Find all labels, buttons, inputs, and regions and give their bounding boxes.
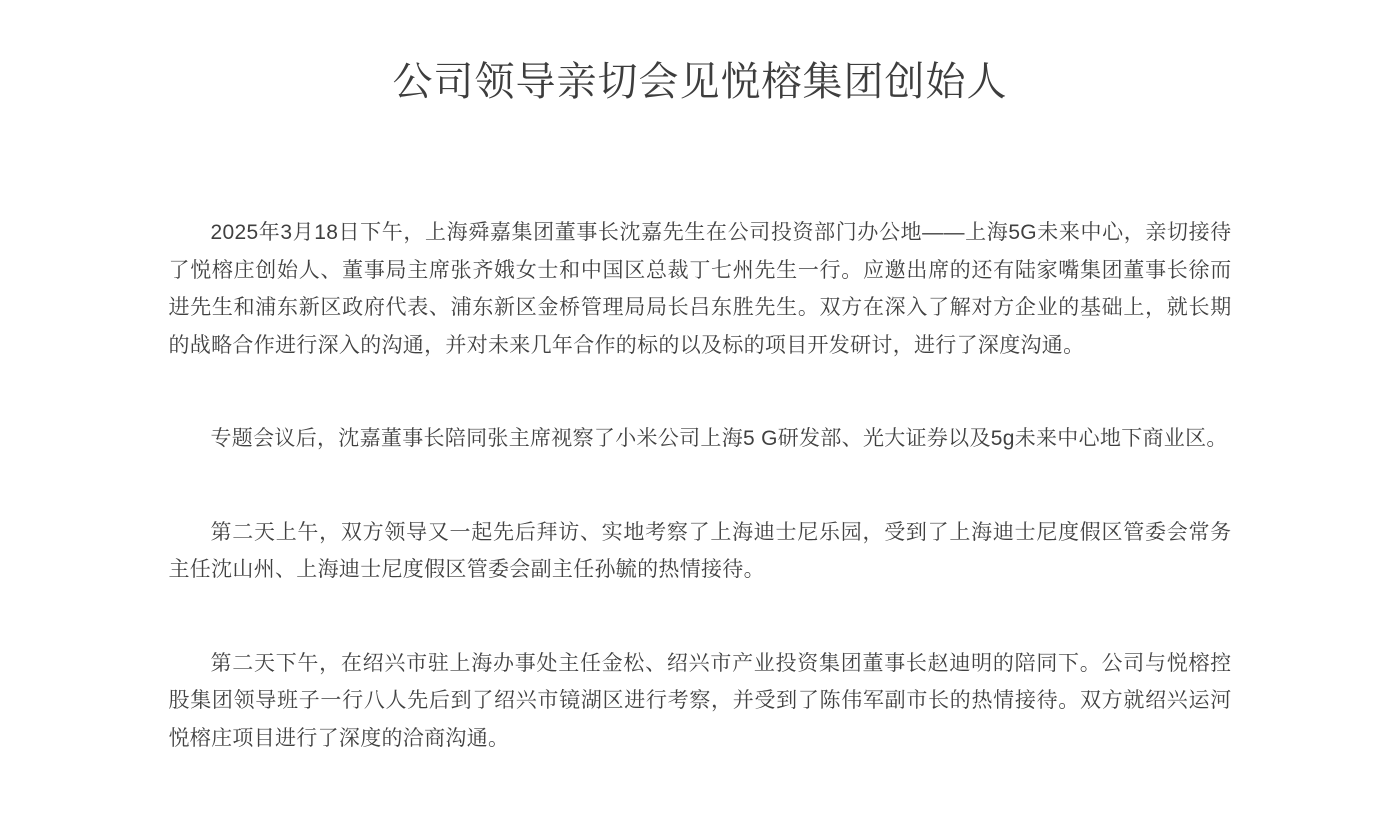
paragraph-4: 第二天下午，在绍兴市驻上海办事处主任金松、绍兴市产业投资集团董事长赵迪明的陪同下。公司与悦榕控股集团领导班子一行八人先后到了绍兴市镜湖区进行考察，并受到了陈伟军副市长的热情接待。双方就绍兴运河悦榕庄项目进行了深度的洽商沟通。	[168, 651, 1232, 750]
article-container	[169, 0, 1232, 757]
paragraph-1: 2025年3月18日下午，上海舜嘉集团董事长沈嘉先生在公司投资部门办公地——上海5G未来中心，亲切接待了悦榕庄创始人、董事局主席张齐娥女士和中国区总裁丁七州先生一行。应邀出席的还有陆家嘴集团董事长徐而进先生和浦东新区政府代表、浦东新区金桥管理局局长吕东胜先生。双方在深入了解对方企业的基础上，就长期的战略合作进行深入的沟通，并对未来几年合作的标的以及标的项目开发研讨，进行了深度沟通。	[168, 221, 1232, 357]
paragraph-2: 专题会议后，沈嘉董事长陪同张主席视察了小米公司上海5 G研发部、光大证券以及5g未来中心地下商业区。	[210, 427, 1228, 450]
page-title: 公司领导亲切会见悦榕集团创始人	[392, 60, 1008, 104]
paragraph-3: 第二天上午，双方领导又一起先后拜访、实地考察了上海迪士尼乐园，受到了上海迪士尼度假区管委会常务主任沈山州、上海迪士尼度假区管委会副主任孙毓的热情接待。	[168, 520, 1232, 581]
